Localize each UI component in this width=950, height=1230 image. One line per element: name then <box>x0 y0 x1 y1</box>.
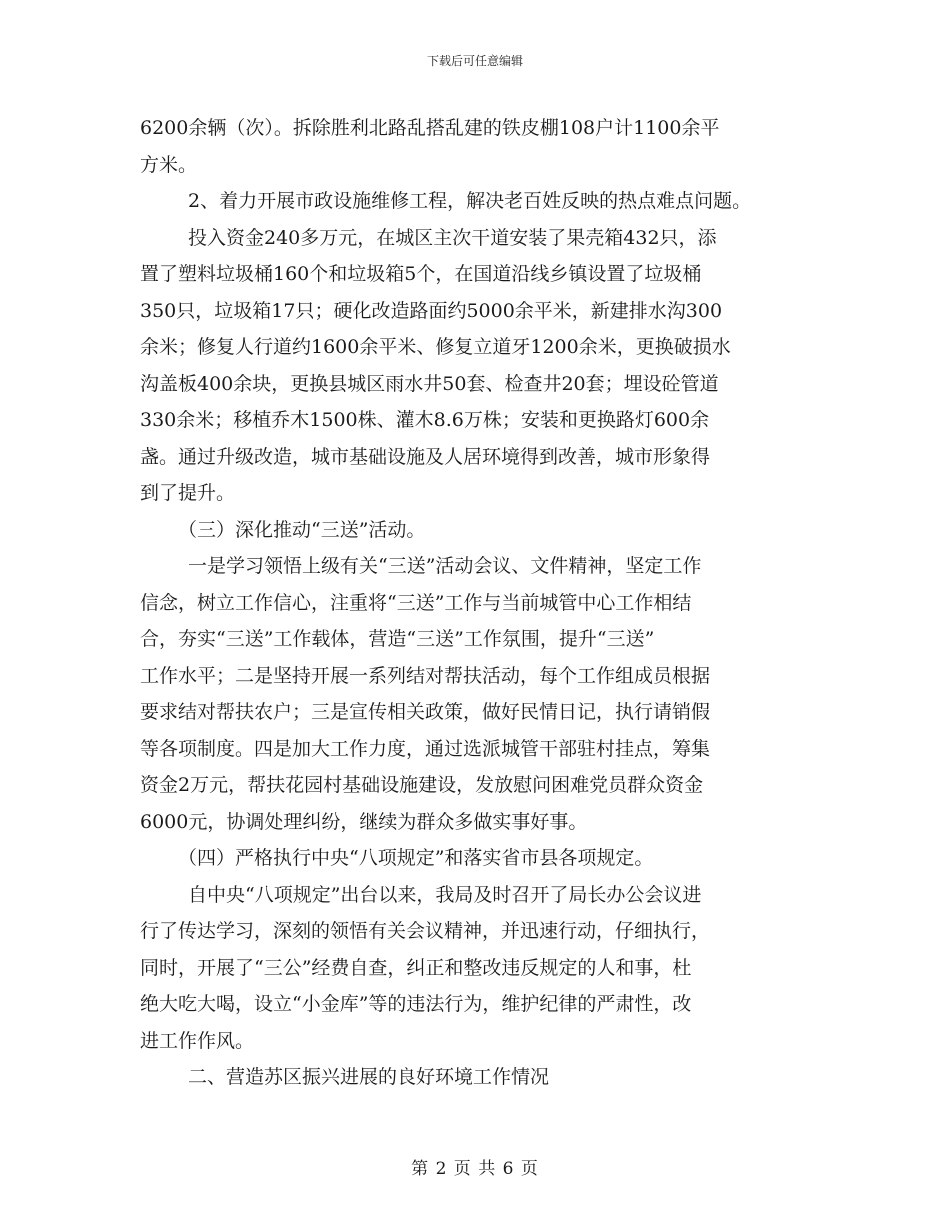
text-line: 置了塑料垃圾桶160个和垃圾箱5个，在国道沿线乡镇设置了垃圾桶 <box>140 263 702 285</box>
text-line: 自中央“八项规定”出台以来，我局及时召开了局长办公会议进 <box>188 883 702 906</box>
text-line: 合，夯实“三送”工作载体，营造“三送”工作氛围，提升“三送” <box>140 628 655 650</box>
text-line: 盏。通过升级改造，城市基础设施及人居环境得到改善，城市形象得 <box>140 445 711 468</box>
text-line: 2、着力开展市政设施维修工程，解决老百姓反映的热点难点问题。 <box>188 190 752 212</box>
text-line: 要求结对帮扶农户；三是宣传相关政策，做好民情日记，执行请销假 <box>140 701 711 723</box>
text-line: 进工作作风。 <box>140 1029 255 1052</box>
text-line: 一是学习领悟上级有关“三送”活动会议、文件精神，坚定工作 <box>188 555 702 577</box>
text-line: （四）严格执行中央“八项规定”和落实省市县各项规定。 <box>178 847 654 869</box>
text-line: 资金2万元，帮扶花园村基础设施建设，发放慰问困难党员群众资金 <box>140 774 704 796</box>
text-line: 行了传达学习，深刻的领悟有关会议精神，并迅速行动，仔细执行， <box>140 920 711 942</box>
text-line: 余米；修复人行道约1600余平米、修复立道牙1200余米，更换破损水 <box>140 336 731 358</box>
text-line: 沟盖板400余块，更换县城区雨水井50套、检查井20套；埋设砼管道 <box>140 372 719 395</box>
text-line: 6200余辆（次）。拆除胜利北路乱搭乱建的铁皮棚108户计1100余平 <box>140 117 720 139</box>
text-line: 6000元，协调处理纠纷，继续为群众多做实事好事。 <box>140 810 588 833</box>
text-line: （三）深化推动“三送”活动。 <box>178 518 426 541</box>
text-line: 同时，开展了“三公”经费自查，纠正和整改违反规定的人和事，杜 <box>140 956 692 979</box>
text-line: 投入资金240多万元，在城区主次干道安装了果壳箱432只，添 <box>188 226 717 249</box>
text-line: 方米。 <box>140 153 198 176</box>
text-line: 等各项制度。四是加大工作力度，通过选派城管干部驻村挂点，筹集 <box>140 737 711 760</box>
text-line: 330余米；移植乔木1500株、灌木8.6万株；安装和更换路灯600余 <box>140 409 710 431</box>
text-line: 二、营造苏区振兴进展的良好环境工作情况 <box>188 1066 550 1088</box>
page-number-footer: 第 2 页 共 6 页 <box>411 1159 539 1179</box>
text-line: 到了提升。 <box>140 482 236 504</box>
page-header-note: 下载后可任意编辑 <box>426 54 523 68</box>
text-line: 绝大吃大喝，设立“小金库”等的违法行为，维护纪律的严肃性，改 <box>140 993 692 1015</box>
document-body <box>140 110 830 1096</box>
text-line: 信念，树立工作信心，注重将“三送”工作与当前城管中心工作相结 <box>140 591 692 614</box>
text-line: 工作水平；二是坚持开展一系列结对帮扶活动，每个工作组成员根据 <box>140 664 711 687</box>
text-line: 350只，垃圾箱17只；硬化改造路面约5000余平米，新建排水沟300 <box>140 299 723 322</box>
